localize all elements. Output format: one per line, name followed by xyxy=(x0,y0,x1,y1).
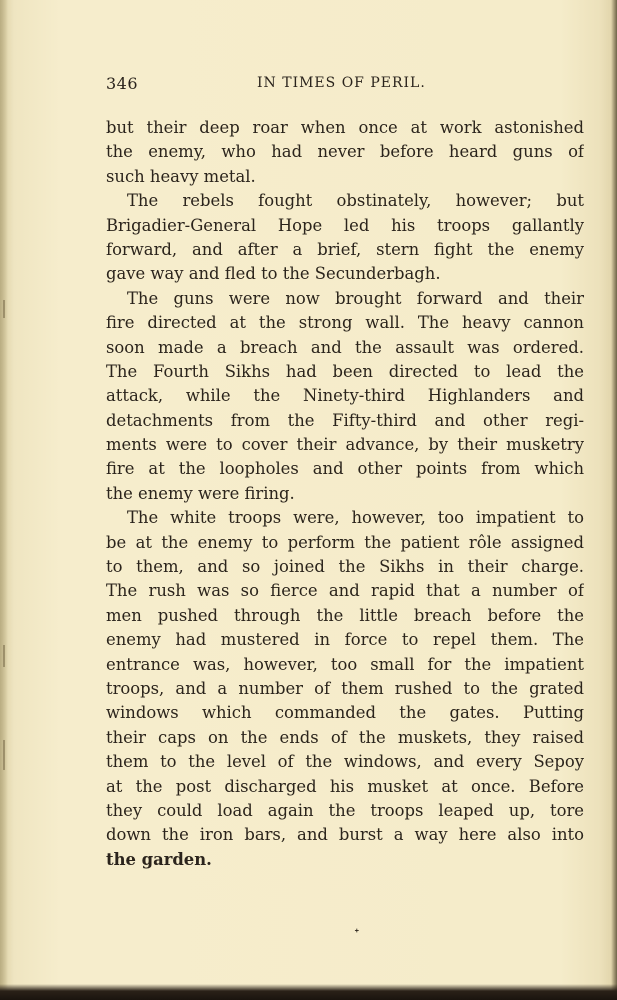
margin-specks xyxy=(0,300,8,900)
text-line: troops, and a number of them rushed to the grated xyxy=(106,678,584,698)
text-line: windows which commanded the gates. Putting xyxy=(106,703,584,723)
text-line: such heavy metal. xyxy=(106,166,256,186)
signature-mark: ᐩ xyxy=(354,926,360,942)
text-line: fire at the loopholes and other points from which xyxy=(106,459,584,479)
text-line: soon made a breach and the assault was ordered. xyxy=(106,337,584,357)
text-line: The white troops were, however, too impatient to xyxy=(127,508,584,528)
margin-speck xyxy=(3,740,5,770)
margin-speck xyxy=(3,300,5,318)
page-header xyxy=(106,74,584,98)
running-head: IN TIMES OF PERIL. xyxy=(257,75,426,91)
text-line: enemy had mustered in force to repel them. The xyxy=(106,630,584,650)
text-line: be at the enemy to perform the patient rôle assigned xyxy=(106,532,584,552)
text-line: The rush was so fierce and rapid that a number of xyxy=(106,581,584,601)
page-bottom-edge xyxy=(0,984,617,1000)
text-line: men pushed through the little breach before the xyxy=(106,605,584,625)
text-line: The guns were now brought forward and their xyxy=(127,288,584,308)
text-line: but their deep roar when once at work astonished xyxy=(106,118,584,137)
body-text xyxy=(106,116,584,872)
text-line: at the post discharged his musket at once. Before xyxy=(106,776,584,796)
text-line: The rebels fought obstinately, however; but xyxy=(127,191,584,211)
text-line: gave way and fled to the Secunderbagh. xyxy=(106,264,441,284)
page-number: 346 xyxy=(106,74,139,93)
text-line: them to the level of the windows, and every Sepoy xyxy=(106,752,584,772)
page-right-edge xyxy=(611,0,617,1000)
text-line: ments were to cover their advance, by their musketry xyxy=(106,435,584,455)
text-line: The Fourth Sikhs had been directed to lead the xyxy=(106,361,584,381)
text-line: the garden. xyxy=(106,849,212,869)
text-line: attack, while the Ninety-third Highlanders and xyxy=(106,386,584,406)
text-line: forward, and after a brief, stern fight the enemy xyxy=(106,239,584,259)
text-line: entrance was, however, too small for the impatient xyxy=(106,654,584,674)
text-line: they could load again the troops leaped up, tore xyxy=(106,800,584,820)
text-line: the enemy, who had never before heard guns of xyxy=(106,142,584,162)
text-line: the enemy were firing. xyxy=(106,483,295,503)
text-line: Brigadier-General Hope led his troops gallantly xyxy=(106,215,584,235)
text-line: fire directed at the strong wall. The heavy cannon xyxy=(106,313,584,333)
text-line: detachments from the Fifty-third and other regi- xyxy=(106,410,584,430)
text-line: down the iron bars, and burst a way here also into xyxy=(106,825,584,845)
text-line: to them, and so joined the Sikhs in their charge. xyxy=(106,557,584,577)
text-line: their caps on the ends of the muskets, they raised xyxy=(106,727,584,747)
margin-speck xyxy=(3,645,5,667)
